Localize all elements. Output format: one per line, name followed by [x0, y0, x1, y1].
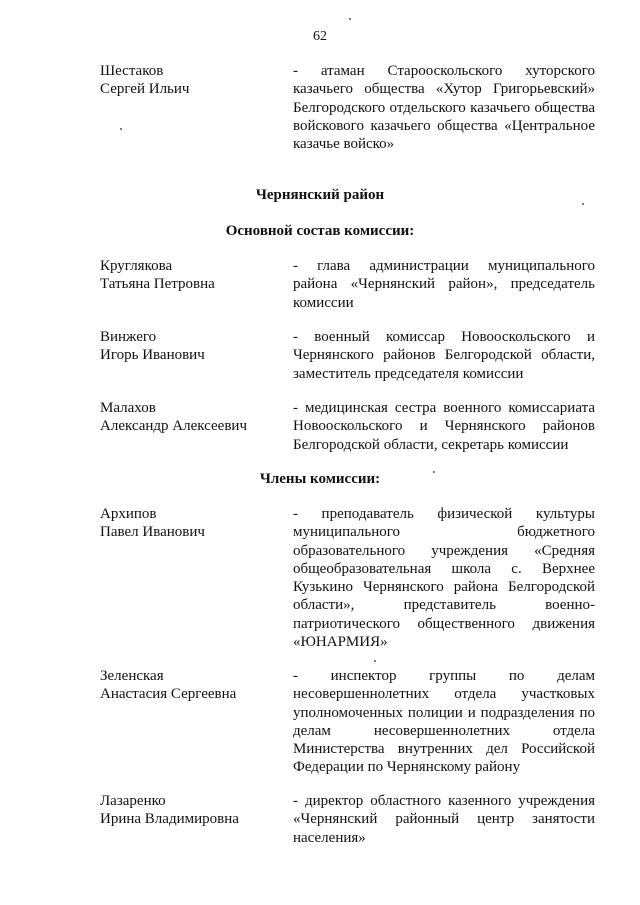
district-heading: Чернянский район — [255, 187, 385, 203]
person-surname: Лазаренко — [100, 793, 166, 809]
person-given-names: Павел Иванович — [100, 524, 205, 541]
person-name — [100, 257, 285, 294]
person-surname: Зеленская — [100, 668, 164, 684]
person-surname: Шестаков — [100, 63, 164, 79]
person-name — [100, 792, 285, 829]
person-role: - глава администрации муниципального района «Чернянский район», председатель комиссии — [293, 258, 595, 311]
scan-speck — [349, 18, 351, 20]
person-role: - военный комиссар Новооскольского и Чернянского районов Белгородской области, заместитель председателя комиссии — [293, 329, 595, 382]
person-name — [100, 505, 285, 542]
person-surname: Винжего — [100, 329, 157, 345]
scan-speck — [374, 660, 376, 662]
scan-speck — [433, 471, 435, 473]
scan-speck — [582, 203, 584, 205]
person-given-names: Александр Алексеевич — [100, 418, 247, 435]
person-role: - преподаватель физической культуры муниципального бюджетного образовательного учреждения «Средняя общеобразовательная школа с. Верхнее Кузькино Чернянского района Белгородской области», представитель военно-патриотического общественного движения «ЮНАРМИЯ» — [293, 506, 595, 651]
person-role: - директор областного казенного учреждения «Чернянский районный центр занятости населения» — [293, 793, 595, 846]
scan-speck — [120, 128, 122, 130]
person-role: - медицинская сестра военного комиссариата Новооскольского и Чернянского районов Белгородской области, секретарь комиссии — [293, 400, 595, 453]
person-given-names: Игорь Иванович — [100, 347, 205, 364]
person-role: - атаман Старооскольского хуторского казачьего общества «Хутор Григорьевский» Белгородского отдельского казачьего общества войскового казачьего общества «Центральное казачье войско» — [293, 63, 595, 153]
person-given-names: Ирина Владимировна — [100, 811, 239, 828]
person-surname: Архипов — [100, 506, 157, 522]
person-name — [100, 667, 285, 704]
page-number: 62 — [313, 29, 327, 44]
person-surname: Круглякова — [100, 258, 173, 274]
person-name — [100, 399, 285, 436]
person-name — [100, 62, 285, 99]
person-given-names: Татьяна Петровна — [100, 276, 215, 293]
person-given-names: Анастасия Сергеевна — [100, 686, 237, 703]
person-role: - инспектор группы по делам несовершеннолетних отдела участковых уполномоченных полиции и подразделения по делам несовершеннолетних отдела Министерства внутренних дел Российской Федерации по Чернянскому району — [293, 668, 595, 776]
person-given-names: Сергей Ильич — [100, 81, 190, 98]
person-surname: Малахов — [100, 400, 156, 416]
members-heading: Члены комиссии: — [259, 471, 381, 487]
person-name — [100, 328, 285, 365]
main-composition-heading: Основной состав комиссии: — [225, 223, 415, 239]
